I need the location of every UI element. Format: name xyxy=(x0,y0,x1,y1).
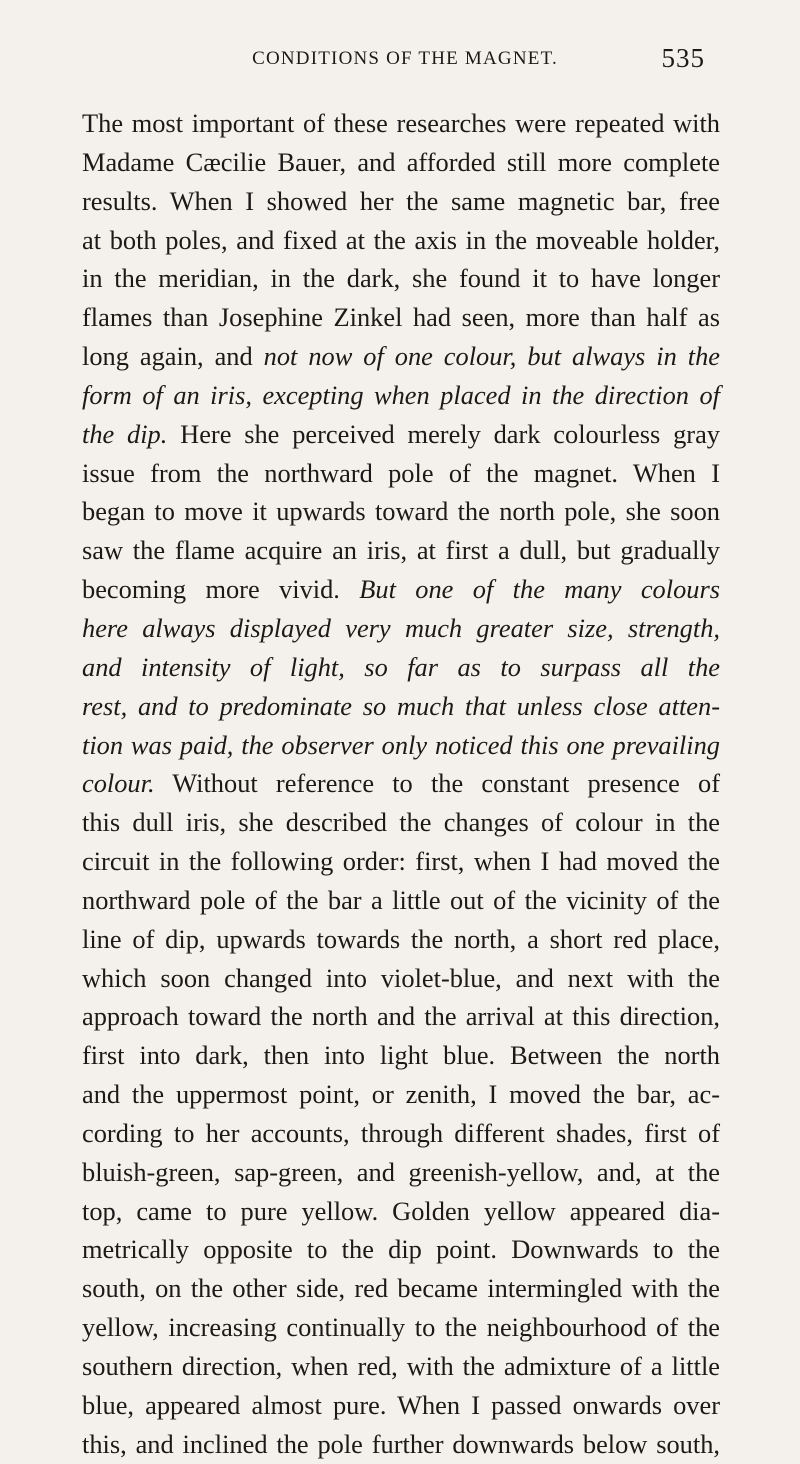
text-run: long again, and xyxy=(82,341,264,372)
italic-text-run: and intensity of light, so far as to surpass all the xyxy=(82,651,720,682)
text-run: becoming more vivid. xyxy=(82,574,360,605)
italic-text-run: form of an iris, excepting when placed in the direction of xyxy=(82,379,720,410)
text-line xyxy=(82,1308,720,1347)
text-line xyxy=(82,1347,720,1386)
text-line xyxy=(82,298,720,337)
text-line xyxy=(82,881,720,920)
text-line xyxy=(82,1075,720,1114)
text-run: southern direction, when red, with the admixture of a little xyxy=(82,1351,720,1381)
text-line xyxy=(82,1269,720,1308)
text-line xyxy=(82,337,720,376)
text-run: Here she perceived merely dark colourless gray xyxy=(167,418,720,449)
text-run: circuit in the following order: first, when I had moved the xyxy=(82,846,720,877)
text-run: and the uppermost point, or zenith, I moved the bar, ac- xyxy=(82,1079,720,1110)
text-line xyxy=(82,570,720,609)
text-line xyxy=(82,454,720,493)
text-line xyxy=(82,726,720,765)
text-run: this dull iris, she described the changes of colour in the xyxy=(82,807,720,838)
text-line xyxy=(82,182,720,221)
text-run: results. When I showed her the same magnetic bar, free xyxy=(82,185,720,216)
text-line xyxy=(82,842,720,881)
text-line xyxy=(82,1425,720,1464)
text-run: top, came to pure yellow. Golden yellow appeared dia- xyxy=(82,1195,720,1226)
text-run: south, on the other side, red became intermingled with the xyxy=(82,1273,720,1304)
text-line xyxy=(82,764,720,803)
text-line xyxy=(82,143,720,182)
text-line xyxy=(82,1386,720,1425)
text-run: cording to her accounts, through different shades, first of xyxy=(82,1117,720,1148)
body-text xyxy=(82,104,720,1464)
italic-text-run: here always displayed very much greater size, strength, xyxy=(82,612,720,643)
text-line xyxy=(82,492,720,531)
italic-text-run: But one of the many colours xyxy=(359,574,720,605)
text-run: in the meridian, in the dark, she found it to have longer xyxy=(82,263,720,294)
italic-text-run: rest, and to predominate so much that unless close atten- xyxy=(82,690,720,721)
text-line xyxy=(82,920,720,959)
text-run: The most important of these researches were repeated with xyxy=(82,108,720,138)
text-line xyxy=(82,376,720,415)
italic-text-run: colour. xyxy=(82,768,155,799)
text-line xyxy=(82,1114,720,1153)
text-line xyxy=(82,1192,720,1231)
text-line xyxy=(82,104,720,143)
text-run: saw the flame acquire an iris, at first a dull, but gradually xyxy=(82,535,720,566)
text-run: issue from the northward pole of the magnet. When I xyxy=(82,457,720,488)
text-line xyxy=(82,221,720,260)
text-run: at both poles, and fixed at the axis in the moveable holder, xyxy=(82,224,720,255)
text-line xyxy=(82,997,720,1036)
text-line xyxy=(82,648,720,687)
italic-text-run: not now of one colour, but always in the xyxy=(263,341,720,372)
page-number: 535 xyxy=(661,43,705,73)
text-line xyxy=(82,1230,720,1269)
text-line xyxy=(82,803,720,842)
text-line xyxy=(82,259,720,298)
text-run: northward pole of the bar a little out of the vicinity of the xyxy=(82,884,720,915)
text-run: which soon changed into violet-blue, and next with the xyxy=(82,962,720,993)
text-run: bluish-green, sap-green, and greenish-yellow, and, at the xyxy=(82,1156,720,1187)
text-run: Madame Cæcilie Bauer, and afforded still more complete xyxy=(82,146,720,177)
text-line xyxy=(82,531,720,570)
text-run: Without reference to the constant presence of xyxy=(154,768,720,799)
text-run: began to move it upwards toward the north pole, she soon xyxy=(82,496,720,527)
italic-text-run: the dip. xyxy=(82,418,168,449)
text-run: approach toward the north and the arrival at this direction, xyxy=(82,1001,720,1032)
text-line xyxy=(82,959,720,998)
text-run: line of dip, upwards towards the north, a short red place, xyxy=(82,923,720,954)
text-run: flames than Josephine Zinkel had seen, more than half as xyxy=(82,302,720,333)
running-header: CONDITIONS OF THE MAGNET. xyxy=(252,48,558,69)
text-line xyxy=(82,415,720,454)
text-line xyxy=(82,687,720,726)
text-line xyxy=(82,609,720,648)
text-run: yellow, increasing continually to the neighbourhood of the xyxy=(82,1312,720,1343)
text-line xyxy=(82,1036,720,1075)
text-run: first into dark, then into light blue. Between the north xyxy=(82,1040,720,1071)
italic-text-run: tion was paid, the observer only noticed this one prevailing xyxy=(82,729,720,760)
text-run: blue, appeared almost pure. When I passed onwards over xyxy=(82,1389,720,1420)
text-line xyxy=(82,1153,720,1192)
text-run: metrically opposite to the dip point. Downwards to the xyxy=(82,1234,720,1265)
text-run: this, and inclined the pole further downwards below south, xyxy=(82,1428,720,1459)
